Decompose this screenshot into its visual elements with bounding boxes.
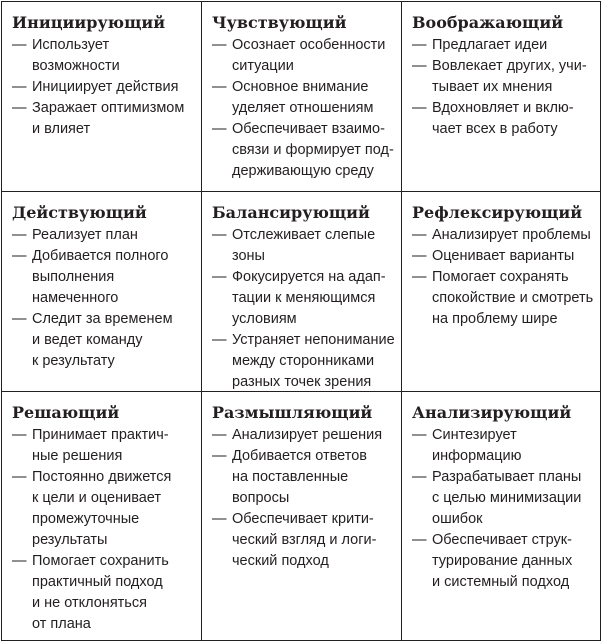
trait-item (212, 425, 395, 446)
roles-table (1, 1, 601, 641)
trait-text-line: Помогает сохранить (32, 553, 169, 569)
trait-text-line: разных точек зрения (232, 374, 372, 390)
role-title: Чувствующий (212, 13, 347, 32)
role-cell (201, 191, 401, 391)
trait-item (412, 56, 594, 98)
trait-text-line: Фокусируется на адап- (232, 269, 386, 285)
dash-bullet-icon: — (12, 248, 27, 264)
trait-item (412, 467, 594, 530)
trait-text-line: Предлагает идеи (432, 37, 548, 53)
trait-text-line: Добивается ответов (232, 448, 368, 464)
role-cell (401, 1, 601, 191)
trait-text-line: Добивается полного (32, 248, 169, 264)
trait-text-line: ческий взгляд и логи- (232, 532, 377, 548)
trait-text-line: ситуации (232, 58, 294, 74)
trait-text-line: Анализирует решения (232, 427, 383, 443)
trait-item (12, 225, 195, 246)
trait-text-line: условиям (232, 311, 297, 327)
trait-text-line: и не отклоняться (32, 595, 147, 611)
trait-text-line: Основное внимание (232, 79, 369, 95)
trait-text-line: выполнения (32, 269, 115, 285)
trait-text-line: зоны (232, 248, 265, 264)
trait-text-line: Отслеживает слепые (232, 227, 376, 243)
trait-item (412, 267, 594, 330)
role-cell (401, 191, 601, 391)
trait-item (12, 551, 195, 635)
trait-text-line: держивающую среду (232, 163, 374, 179)
trait-item (12, 309, 195, 372)
dash-bullet-icon: — (12, 79, 27, 95)
trait-item (212, 267, 395, 330)
trait-text-line: связи и формирует под- (232, 142, 394, 158)
dash-bullet-icon: — (212, 427, 227, 443)
trait-text-line: результаты (32, 532, 108, 548)
trait-text-line: спокойствие и смотреть (432, 290, 594, 306)
role-traits-list (212, 225, 395, 393)
role-title: Действующий (12, 203, 147, 222)
trait-text-line: и ведет команду (32, 332, 143, 348)
trait-text-line: Анализирует проблемы (432, 227, 591, 243)
trait-item (12, 98, 195, 140)
trait-item (12, 35, 195, 77)
role-cell (1, 191, 201, 391)
trait-item (12, 425, 195, 467)
trait-text-line: ошибок (432, 511, 483, 527)
dash-bullet-icon: — (412, 427, 427, 443)
dash-bullet-icon: — (412, 37, 427, 53)
role-cell (201, 391, 401, 641)
role-title: Анализирующий (412, 403, 572, 422)
trait-text-line: Обеспечивает крити- (232, 511, 374, 527)
trait-item (12, 467, 195, 551)
trait-text-line: Инициирует действия (32, 79, 179, 95)
trait-text-line: ческий подход (232, 553, 329, 569)
dash-bullet-icon: — (412, 532, 427, 548)
dash-bullet-icon: — (12, 100, 27, 116)
trait-text-line: Синтезирует (432, 427, 517, 443)
trait-text-line: Помогает сохранять (432, 269, 569, 285)
trait-item (412, 246, 594, 267)
role-traits-list (212, 425, 395, 572)
dash-bullet-icon: — (412, 227, 427, 243)
dash-bullet-icon: — (212, 332, 227, 348)
trait-item (412, 225, 594, 246)
dash-bullet-icon: — (212, 448, 227, 464)
dash-bullet-icon: — (12, 227, 27, 243)
dash-bullet-icon: — (412, 100, 427, 116)
trait-item (212, 225, 395, 267)
trait-text-line: с целью минимизации (432, 490, 582, 506)
role-traits-list (12, 35, 195, 140)
dash-bullet-icon: — (12, 553, 27, 569)
trait-text-line: Реализует план (32, 227, 138, 243)
trait-text-line: на поставленные (232, 469, 349, 485)
role-traits-list (12, 225, 195, 372)
role-cell (201, 1, 401, 191)
trait-text-line: и влияет (32, 121, 91, 137)
dash-bullet-icon: — (412, 469, 427, 485)
trait-text-line: на проблему шире (432, 311, 558, 327)
role-cell (1, 1, 201, 191)
trait-text-line: Заражает оптимизмом (32, 100, 185, 116)
trait-item (212, 119, 395, 182)
trait-item (412, 425, 594, 467)
trait-text-line: к результату (32, 353, 115, 369)
dash-bullet-icon: — (12, 427, 27, 443)
trait-text-line: турирование данных (432, 553, 573, 569)
trait-text-line: практичный подход (32, 574, 163, 590)
trait-text-line: вопросы (232, 490, 290, 506)
trait-text-line: намеченного (32, 290, 119, 306)
trait-item (212, 446, 395, 509)
dash-bullet-icon: — (212, 227, 227, 243)
trait-text-line: Обеспечивает взаимо- (232, 121, 385, 137)
dash-bullet-icon: — (412, 269, 427, 285)
trait-text-line: информацию (432, 448, 522, 464)
trait-text-line: ные решения (32, 448, 123, 464)
role-traits-list (12, 425, 195, 635)
trait-text-line: уделяет отношениям (232, 100, 374, 116)
dash-bullet-icon: — (412, 58, 427, 74)
role-cell (1, 391, 201, 641)
trait-text-line: Следит за временем (32, 311, 173, 327)
role-title: Рефлексирующий (412, 203, 583, 222)
role-cell (401, 391, 601, 641)
dash-bullet-icon: — (212, 269, 227, 285)
role-title: Решающий (12, 403, 120, 422)
trait-text-line: Принимает практич- (32, 427, 169, 443)
trait-text-line: Устраняет непонимание (232, 332, 395, 348)
role-traits-list (212, 35, 395, 182)
trait-item (412, 530, 594, 593)
dash-bullet-icon: — (12, 469, 27, 485)
role-traits-list (412, 35, 594, 140)
dash-bullet-icon: — (12, 311, 27, 327)
trait-text-line: чает всех в работу (432, 121, 558, 137)
trait-text-line: Оценивает варианты (432, 248, 575, 264)
trait-item (12, 77, 195, 98)
trait-text-line: Вовлекает других, учи- (432, 58, 587, 74)
role-traits-list (412, 425, 594, 593)
trait-item (212, 330, 395, 393)
dash-bullet-icon: — (212, 37, 227, 53)
trait-text-line: Разрабатывает планы (432, 469, 582, 485)
trait-text-line: Постоянно движется (32, 469, 172, 485)
trait-text-line: Использует (32, 37, 110, 53)
role-title: Размышляющий (212, 403, 373, 422)
dash-bullet-icon: — (212, 79, 227, 95)
role-title: Балансирующий (212, 203, 370, 222)
trait-text-line: Обеспечивает струк- (432, 532, 572, 548)
trait-text-line: тывает их мнения (432, 79, 553, 95)
dash-bullet-icon: — (12, 37, 27, 53)
trait-item (12, 246, 195, 309)
trait-item (412, 98, 594, 140)
trait-text-line: Вдохновляет и вклю- (432, 100, 574, 116)
role-traits-list (412, 225, 594, 330)
trait-item (212, 35, 395, 77)
dash-bullet-icon: — (412, 248, 427, 264)
role-title: Воображающий (412, 13, 564, 32)
trait-text-line: Осознает особенности (232, 37, 386, 53)
role-title: Инициирующий (12, 13, 166, 32)
trait-item (212, 77, 395, 119)
trait-text-line: к цели и оценивает (32, 490, 162, 506)
dash-bullet-icon: — (212, 121, 227, 137)
trait-text-line: промежуточные (32, 511, 140, 527)
trait-text-line: тации к меняющимся (232, 290, 376, 306)
trait-text-line: от плана (32, 616, 91, 632)
trait-text-line: между сторонниками (232, 353, 375, 369)
dash-bullet-icon: — (212, 511, 227, 527)
trait-item (212, 509, 395, 572)
trait-text-line: возможности (32, 58, 120, 74)
trait-item (412, 35, 594, 56)
trait-text-line: и системный подход (432, 574, 570, 590)
